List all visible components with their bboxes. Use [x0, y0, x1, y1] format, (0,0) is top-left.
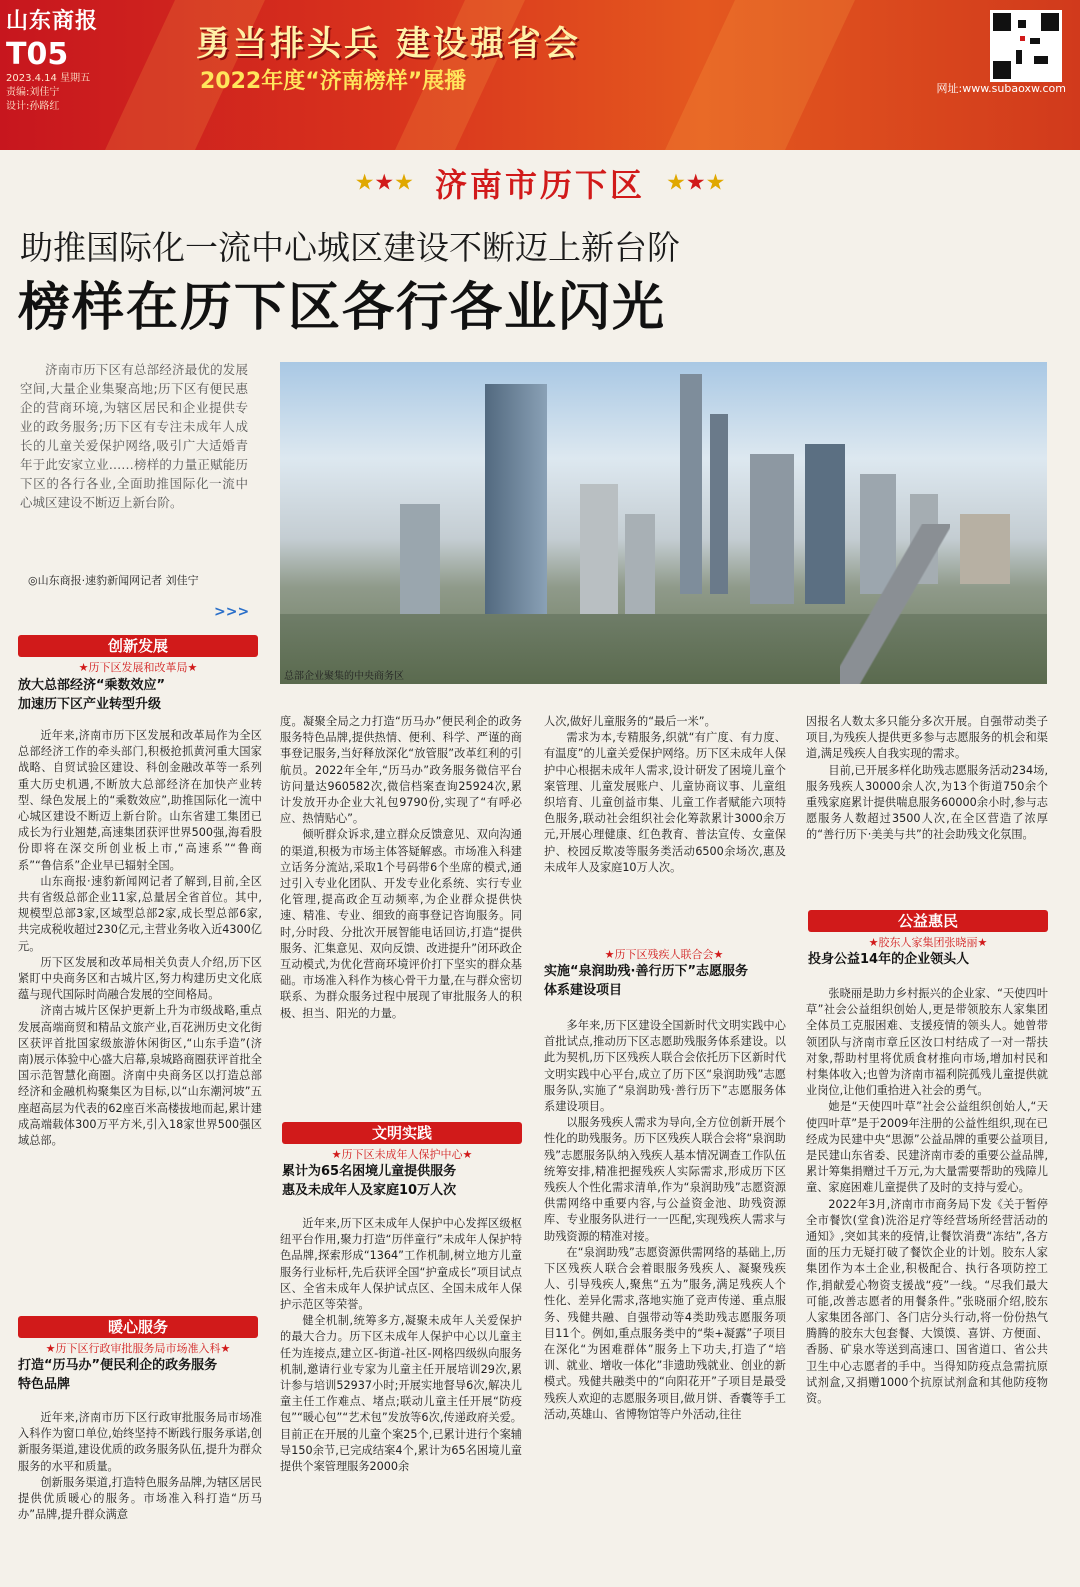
headline-kicker: 助推国际化一流中心城区建设不断迈上新台阶	[20, 228, 680, 267]
star-icon: ★★★	[354, 170, 414, 196]
paragraph: 山东商报·速豹新闻网记者了解到,目前,全区共有省级总部企业11家,总量居全省首位。其中,规模型总部3家,区域型总部2家,成长型总部6家,共完成税收超过230亿元,主营业务收入近4300亿元。	[18, 874, 262, 953]
brand-block	[6, 4, 98, 114]
paragraph: 倾听群众诉求,建立群众反馈意见、双向沟通的渠道,积极为市场主体答疑解惑。市场准入科建立话务分流站,采取1个号码带6个坐席的模式,通过引入专业化团队、开发专业化系统、实行专业化管理,提高政企互动频率,为企业群众提供快速、精准、专业、细致的商事登记咨询服务。同时,分时段、分批次开展智能电话回访,打造“提供服务、汇集意见、双向反馈、改进提升”闭环政企互动模式,为优化营商环境评价打下坚实的群众基础。市场准入科作为核心骨干力量,在与群众密切联系、为群众服务过程中展现了审批服务人的积极、担当、阳光的力量。	[280, 828, 522, 1020]
paragraph: 在“泉润助残”志愿资源供需网络的基础上,历下区残疾人联合会着眼服务残疾人、凝聚残疾人、引导残疾人,聚焦“五为”服务,满足残疾人个性化、差异化需求,落地实施了竞声传递、重点服务、残健共融、自强带动等4类助残志愿服务项目11个。例如,重点服务类中的“柴+凝露”子项目在深化“为困难群体”服务上下功夫,打造了“培训、就业、增收一体化”非遗助残就业、创业的新模式。残健共融类中的“向阳花开”子项目是最受残疾人欢迎的志愿服务项目,做月饼、香囊等手工活动,英雄山、省博物馆等户外活动,往往	[544, 1245, 786, 1421]
section-unit-disability: ★历下区残疾人联合会★	[604, 948, 724, 961]
paragraph: 度。凝聚全局之力打造“历马办”便民利企的政务服务特色品牌,提供热情、便利、科学、严谨的商事登记服务,当好释放深化“放管服”改革红利的引航员。2022年全年,“历马办”政务服务微信平台访问量达960582次,微信档案查询25924次,累计发放开办企业大礼包9790份,实现了“有呼必应、热情贴心”。	[280, 715, 522, 826]
paragraph: 济南古城片区保护更新上升为市级战略,重点发展高端商贸和精品文旅产业,百花洲历史文化街区获评首批国家级旅游休闲街区,“山东手造”(济南)展示体验中心盛大启幕,泉城路商圈获评首批全国示范智慧化商圈。济南中央商务区以打造总部经济和金融机构聚集区为目标,以“山东潮河坡”五座超高层为代表的62座百米高楼拔地而起,累计建成高端载体300万平方米,引入18家世界500强区域总部。	[18, 1004, 262, 1148]
article-body-disability	[544, 1018, 786, 1582]
paragraph: 近年来,济南市历下区发展和改革局作为全区总部经济工作的牵头部门,积极抢抓黄河重大国家战略、自贸试验区建设、科创金融改革等一系列重大历史机遇,不断放大总部经济在加快产业转型、绿色发展上的“乘数效应”,助推国际化一流中心城区建设不断迈上新台阶。山东省建工集团已成长为行业翘楚,高速集团获评世界500强,海看股份即将在深交所创业板上市,“高速系”“鲁商系”“鲁信系”企业早已辐射全国。	[18, 729, 262, 872]
paragraph: 张晓丽是助力乡村振兴的企业家、“天使四叶草”社会公益组织创始人,更是带领胶东人家集团全体员工克服困难、支援疫情的领头人。她曾带领团队与济南市章丘区汝口村结成了一对一帮扶对象,帮助村里将优质食材推向市场,增加村民和村集体收入;也曾为济南市福利院孤残儿童提供就业岗位,让他们重拾进入社会的勇气。	[806, 987, 1048, 1098]
title-line: 实施“泉润助残·善行历下”志愿服务	[544, 964, 749, 979]
district-title: 济南市历下区	[434, 166, 645, 204]
paragraph: 多年来,历下区建设全国新时代文明实践中心首批试点,推动历下区志愿助残服务体系建设。以此为契机,历下区残疾人联合会依托历下区新时代文明实践中心平台,成立了历下区“泉润助残”志愿服务队,实施了“泉润助残·善行历下”志愿服务体系建设项目。	[544, 1019, 786, 1114]
paragraph: 她是“天使四叶草”社会公益组织创始人,“天使四叶草”是于2009年注册的公益性组织,现在已经成为民建中央“思源”公益品牌的重要公益项目,是民建山东省委、民建济南市委的重要公益品牌,累计筹集捐赠过千万元,为大量需要帮助的残障儿童、家庭困难儿童提供了及时的支持与爱心。	[806, 1100, 1048, 1195]
subslogan: 2022年度“济南榜样”展播	[200, 69, 467, 94]
article-body-charity	[806, 986, 1048, 1582]
paragraph: 健全机制,统筹多方,凝聚未成年人关爱保护的最大合力。历下区未成年人保护中心以儿童主任为连接点,建立区-街道-社区-网格四级纵向服务机制,邀请行业专家为儿童主任开展培训29次,累计参与培训52937小时;开展实地督导6次,解决儿童主任工作难点、堵点;联动儿童主任开展“防疫包”“暖心包”“艺术包”发放等6次,传递政府关爱。目前正在开展的儿童个案25个,已累计进行个案辅导150余节,已完成结案4个,累计为65名困境儿童提供个案管理服务2000余	[280, 1314, 522, 1474]
section-unit-charity: ★胶东人家集团张晓丽★	[868, 936, 988, 949]
article-title-disability	[544, 962, 790, 1000]
paragraph: 以服务残疾人需求为导向,全方位创新开展个性化的助残服务。历下区残疾人联合会将“泉润助残”志愿服务队纳入残疾人基本情况调查工作队伍统筹安排,精准把握残疾人实际需求,形成历下区残疾人个性化需求清单,作为“泉润助残”志愿资源供需网络中重要内容,与公益资金池、助残资源库、专业服务队进行一一匹配,实现残疾人需求与助残资源的精准对接。	[544, 1116, 786, 1243]
article-body-service-cont	[280, 714, 522, 1106]
paragraph: 需求为本,专精服务,织就“有广度、有力度、有温度”的儿童关爱保护网络。历下区未成年人保护中心根据未成年人需求,设计研发了困境儿童个案管理、儿童发展账户、儿童协商议事、儿童组织培育、儿童创益市集、儿童工作者赋能六项特色服务,联动社会组织社会化筹款累计3000余万元,开展心理健康、红色教育、普法宣传、女童保护、校园反欺凌等服务类活动6500余场次,惠及未成年人及家庭10万人次。	[544, 731, 786, 874]
title-line: 惠及未成年人及家庭10万人次	[282, 1183, 457, 1198]
title-line: 放大总部经济“乘数效应”	[18, 678, 166, 693]
title-line: 打造“历马办”便民利企的政务服务	[18, 1358, 218, 1373]
article-title-civility	[282, 1162, 526, 1200]
section-unit-innovation: ★历下区发展和改革局★	[78, 661, 198, 674]
masthead	[0, 0, 1080, 150]
article-title-service	[18, 1356, 262, 1394]
section-label-charity: 公益惠民	[808, 910, 1048, 932]
section-label-innovation: 创新发展	[18, 635, 258, 657]
section-unit-service: ★历下区行政审批服务局市场准入科★	[45, 1342, 231, 1355]
qr-code-icon[interactable]	[990, 10, 1062, 82]
designer-credit: 设计:孙路红	[6, 101, 60, 112]
title-line: 特色品牌	[18, 1377, 71, 1392]
paragraph: 2022年3月,济南市市商务局下发《关于暂停全市餐饮(堂食)洗浴足疗等经营场所经营活动的通知》,突如其来的疫情,让餐饮消费“冻结”,各方面的压力无疑打破了餐饮企业的计划。胶东人家集团作为本土企业,积极配合、执行各项防控工作,捐献爱心物资支援战“疫”一线。“尽我们最大可能,改善志愿者的用餐条件。”张晓丽介绍,胶东人家集团各部门、各门店分头行动,将一份份热气腾腾的胶东大包套餐、大馍馍、喜饼、方便面、香肠、矿泉水等送到高速口、国省道口、省公共卫生中心志愿者的手中。当得知防疫点急需抗原试剂盒,又捐赠1000个抗原试剂盒和其他防疫物资。	[806, 1197, 1048, 1406]
paragraph: 因报名人数太多只能分多次开展。自强带动类子项目,为残疾人提供更多参与志愿服务的机会和渠道,满足残疾人自我实现的需求。	[806, 715, 1048, 761]
article-body-civility-cont	[544, 714, 786, 932]
paragraph: 近年来,历下区未成年人保护中心发挥区级枢纽平台作用,聚力打造“历伴童行”未成年人保护特色品牌,探索形成“1364”工作机制,树立地方儿童服务行业标杆,先后获评全国“护童成长”项目试点区、全省未成年人保护试点区、全国未成年人保护示范区等荣誉。	[280, 1217, 522, 1312]
issue-date: 2023.4.14 星期五	[6, 73, 91, 84]
title-line: 加速历下区产业转型升级	[18, 697, 162, 712]
star-icon: ★★★	[666, 170, 726, 196]
arrow-icon: >>>	[214, 604, 250, 620]
headline-main: 榜样在历下区各行各业闪光	[18, 278, 667, 338]
slogan: 勇当排头兵 建设强省会	[196, 24, 581, 64]
article-title-innovation	[18, 676, 262, 714]
byline: ◎山东商报·速豹新闻网记者 刘佳宁	[28, 574, 199, 587]
paragraph: 近年来,济南市历下区行政审批服务局市场准入科作为窗口单位,始终坚持不断践行服务承诺,创新服务渠道,建设优质的政务服务队伍,提升为群众服务的水平和质量。	[18, 1411, 262, 1473]
section-label-civility: 文明实践	[282, 1122, 522, 1144]
article-body-service	[18, 1410, 262, 1582]
article-title-charity	[808, 950, 1052, 969]
section-label-service: 暖心服务	[18, 1316, 258, 1338]
title-line: 累计为65名困境儿童提供服务	[282, 1164, 457, 1179]
article-body-civility	[280, 1216, 522, 1582]
editor-credit: 责编:刘佳宁	[6, 87, 60, 98]
photo-caption: 总部企业聚集的中央商务区	[284, 671, 404, 682]
paragraph: 人次,做好儿童服务的“最后一米”。	[544, 715, 716, 728]
article-body-innovation	[18, 728, 262, 1303]
page-code: T05	[6, 37, 69, 72]
paragraph: 创新服务渠道,打造特色服务品牌,为辖区居民提供优质暖心的服务。市场准入科打造“历马办”品牌,提升群众满意	[18, 1475, 262, 1522]
paragraph: 历下区发展和改革局相关负责人介绍,历下区紧盯中央商务区和古城片区,努力构建历史文化底蕴与现代国际时尚融合发展的空间格局。	[18, 955, 262, 1002]
paper-name: 山东商报	[6, 9, 99, 34]
website[interactable]: 网址:www.subaoxw.com	[936, 82, 1066, 95]
district-banner	[0, 160, 1080, 206]
paragraph: 目前,已开展多样化助残志愿服务活动234场,服务残疾人30000余人次,为13个街道750余个重残家庭累计提供喘息服务60000余小时,参与志愿服务人数超过3500人次,在全区营造了浓厚的“善行历下·美美与共”的社会助残文化氛围。	[806, 763, 1048, 842]
lead-paragraph: 济南市历下区有总部经济最优的发展空间,大量企业集聚高地;历下区有便民惠企的营商环境,为辖区居民和企业提供专业的政务服务;历下区有专注未成年人成长的儿童关爱保护网络,吸引广大适婚青年于此安家立业……榜样的力量正赋能历下区的各行各业,全面助推国际化一流中心城区建设不断迈上新台阶。	[20, 362, 248, 510]
article-body-disability-cont	[806, 714, 1048, 896]
title-line: 投身公益14年的企业领头人	[808, 952, 970, 967]
section-unit-civility: ★历下区未成年人保护中心★	[331, 1148, 473, 1161]
cbd-photo	[280, 362, 1047, 684]
title-line: 体系建设项目	[544, 983, 623, 998]
